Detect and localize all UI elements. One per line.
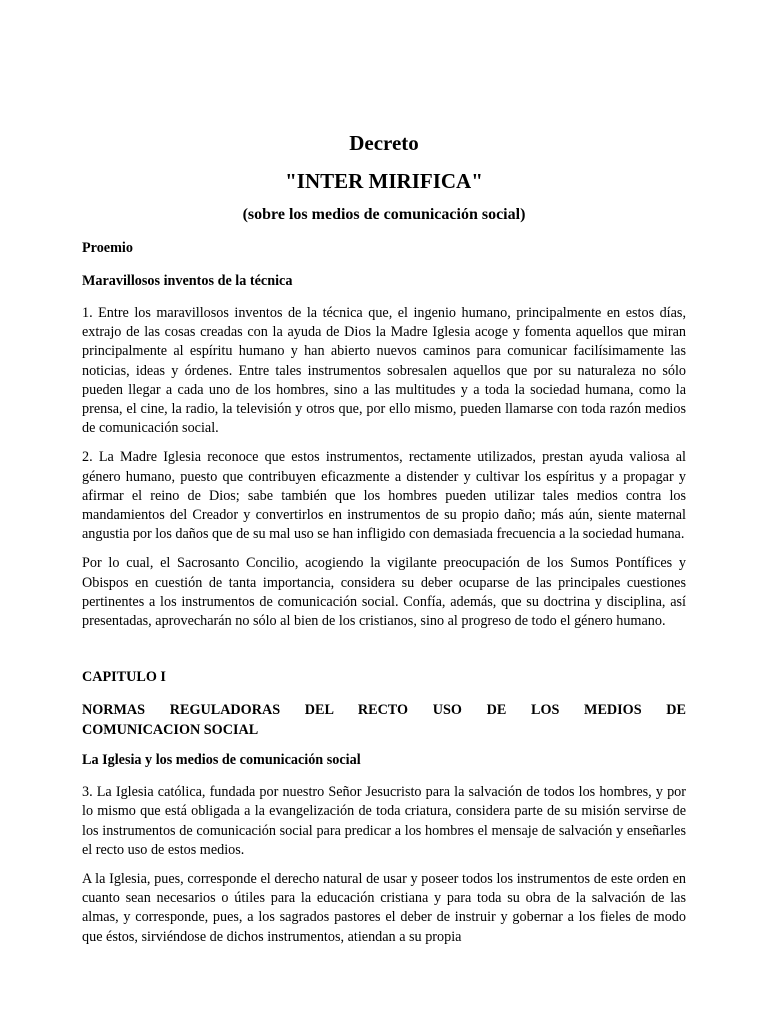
paragraph-2: 2. La Madre Iglesia reconoce que estos instrumentos, rectamente utilizados, prestan ayuda valiosa al género humano, puesto que contribuyen eficazmente a distender y cultivar los espíritus y a propagar y afirmar el reino de Dios; sabe también que los hombres pueden utilizar tales medios contra los mandamientos del Creador y convertirlos en instrumentos de su propio daño; más aún, siente maternal angustia por los daños que de su mal uso se han infligido con demasiada frecuencia a la sociedad humana. (82, 449, 686, 543)
subheading-inventos: Maravillosos inventos de la técnica (82, 273, 293, 289)
chapter-title (82, 700, 686, 740)
paragraph-a-la-iglesia: A la Iglesia, pues, corresponde el derecho natural de usar y poseer todos los instrumentos de este orden en cuanto sean necesarios o útiles para la educación cristiana y para toda su obra de la salvación de las almas, y corresponde, pues, a los sagrados pastores el deber de instruir y gobernar a los fieles de modo que éstos, sirviéndose de dichos instrumentos, atiendan a su propia (82, 871, 686, 945)
subheading-iglesia: La Iglesia y los medios de comunicación social (82, 752, 361, 769)
document-page (82, 128, 686, 957)
document-name: "INTER MIRIFICA" (285, 169, 483, 193)
paragraph-1: 1. Entre los maravillosos inventos de la técnica que, el ingenio humano, principalmente en estos días, extrajo de las cosas creadas con la ayuda de Dios la Madre Iglesia acoge y fomenta aquellos que miran principalmente al espíritu humano y han abierto nuevos caminos para comunicar facilísimamente las noticias, ideas y órdenes. Entre tales instrumentos sobresalen aquellos que por su naturaleza no sólo pueden llegar a cada uno de los hombres, sino a las multitudes y a toda la sociedad humana, como la prensa, el cine, la radio, la televisión y otros que, por ello mismo, pueden llamarse con toda razón medios de comunicación social. (82, 305, 686, 437)
document-title: Decreto (349, 131, 419, 155)
paragraph-por-lo-cual: Por lo cual, el Sacrosanto Concilio, acogiendo la vigilante preocupación de los Sumos Pontífices y Obispos en cuestión de tanta importancia, considera su deber ocuparse de las principales cuestiones pertinentes a los instrumentos de comunicación social. Confía, además, que su doctrina y disciplina, así presentadas, aprovecharán no sólo al bien de los cristianos, sino al progreso de todo el género humano. (82, 555, 686, 630)
document-subtitle: (sobre los medios de comunicación social) (242, 206, 526, 223)
chapter-title-line-1: NORMAS REGULADORAS DEL RECTO USO DE LOS MEDIOS DE (82, 702, 686, 719)
paragraph-3: 3. La Iglesia católica, fundada por nuestro Señor Jesucristo para la salvación de todos los hombres, y por lo mismo que está obligada a la evangelización de toda criatura, considera parte de su misión servirse de los instrumentos de comunicación social para predicar a los hombres el mensaje de salvación y enseñarles el recto uso de estos medios. (82, 784, 686, 858)
chapter-heading: CAPITULO I (82, 669, 166, 686)
section-heading-proemio: Proemio (82, 240, 133, 256)
section-spacer (82, 641, 686, 667)
chapter-title-line-2: COMUNICACION SOCIAL (82, 722, 259, 739)
